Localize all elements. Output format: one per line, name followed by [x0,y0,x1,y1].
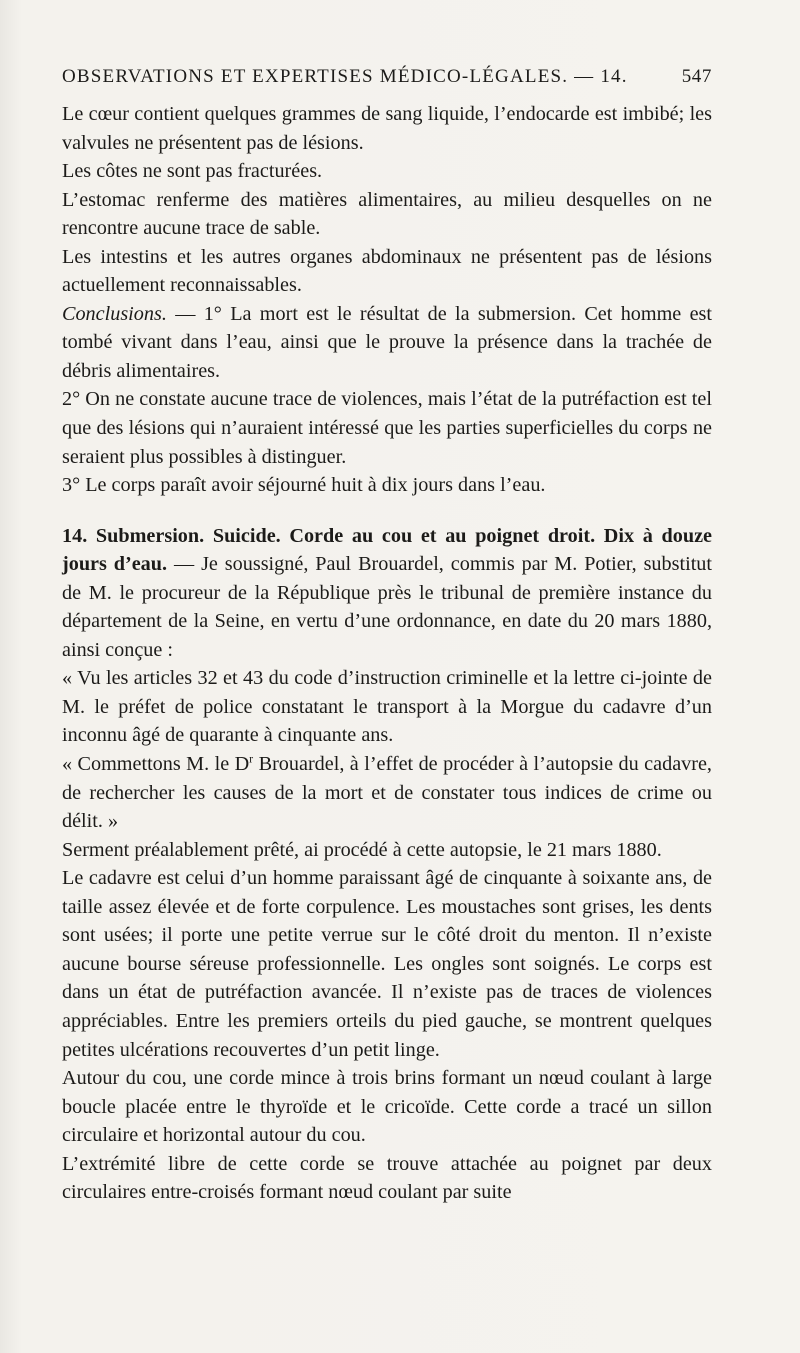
paragraph-extremite: L’extrémité libre de cette corde se trouve attachée au poignet par deux circulaires entre-croisés formant nœud coulant par suite [62,1152,712,1204]
paragraph-coeur: Le cœur contient quelques grammes de sang liquide, l’endocarde est imbibé; les valvules ne présentent pas de lésions. [62,103,712,154]
paragraph-conclusions [62,300,712,386]
conclusions-label: Conclusions. [62,302,167,325]
paragraph-serment: Serment préalablement prêté, ai procédé à cette autopsie, le 21 mars 1880. [62,838,662,861]
paragraph-cadavre: Le cadavre est celui d’un homme paraissant âgé de cinquante à soixante ans, de taille assez élevée et de forte corpulence. Les moustaches sont grises, les dents sont usées; il porte une petite verrue sur le côté droit du menton. Il n’existe aucune bourse séreuse professionnelle. Les ongles sont soignés. Le corps est dans un état de putréfaction avancée. Il n’existe pas de traces de violences appréciables. Entre les premiers orteils du pied gauche, se montrent quelques petites ulcérations recouvertes d’un petit linge. [62,867,712,1061]
section-title: 14. Submersion. Suicide. Corde au cou et au poignet droit. Dix à douze jours d’eau. [62,524,712,576]
page-number: 547 [681,66,712,87]
quote-vu-les-articles: « Vu les articles 32 et 43 du code d’instruction criminelle et la lettre ci-jointe de M. le préfet de police constatant le transport à la Morgue du cadavre d’un inconnu âgé de quarante à cinquante ans. [62,667,712,747]
paragraph-corde: Autour du cou, une corde mince à trois brins formant un nœud coulant à large boucle placée entre le thyroïde et le cricoïde. Cette corde a tracé un sillon circulaire et horizontal autour du cou. [62,1067,712,1147]
quote-commettons-start: « Commettons M. le D [62,753,250,776]
conclusion-1: — 1° La mort est le résultat de la submersion. Cet homme est tombé vivant dans l’eau, ainsi que le prouve la présence dans la trachée de débris alimentaires. [62,302,712,382]
section-intro: — Je soussigné, Paul Brouardel, commis par M. Potier, substitut de M. le procureur de la République près le tribunal de première instance du département de la Seine, en vertu d’une ordonnance, en date du 20 mars 1880, ainsi conçue : [62,553,713,661]
section-14 [62,522,712,665]
paragraph-cotes: Les côtes ne sont pas fracturées. [62,160,323,183]
conclusion-2: 2° On ne constate aucune trace de violences, mais l’état de la putréfaction est tel que des lésions qui n’auraient intéressé que les parties superficielles du corps ne seraient plus possibles à distinguer. [62,388,712,468]
page-header [62,66,712,88]
doctor-superscript: r [249,751,254,766]
paragraph-intestins: Les intestins et les autres organes abdominaux ne présentent pas de lésions actuellement reconnaissables. [62,245,712,297]
quote-commettons [62,750,712,836]
page-body [62,100,712,1207]
quote-commettons-end: Brouardel, à l’effet de procéder à l’autopsie du cadavre, de rechercher les causes de la mort et de constater tous indices de crime ou délit. » [62,753,712,833]
paragraph-estomac: L’estomac renferme des matières alimentaires, au milieu desquelles on ne rencontre aucune trace de sable. [62,188,712,240]
conclusion-3: 3° Le corps paraît avoir séjourné huit à dix jours dans l’eau. [62,474,546,497]
running-title: OBSERVATIONS ET EXPERTISES MÉDICO-LÉGALES. — 14. [62,66,628,87]
